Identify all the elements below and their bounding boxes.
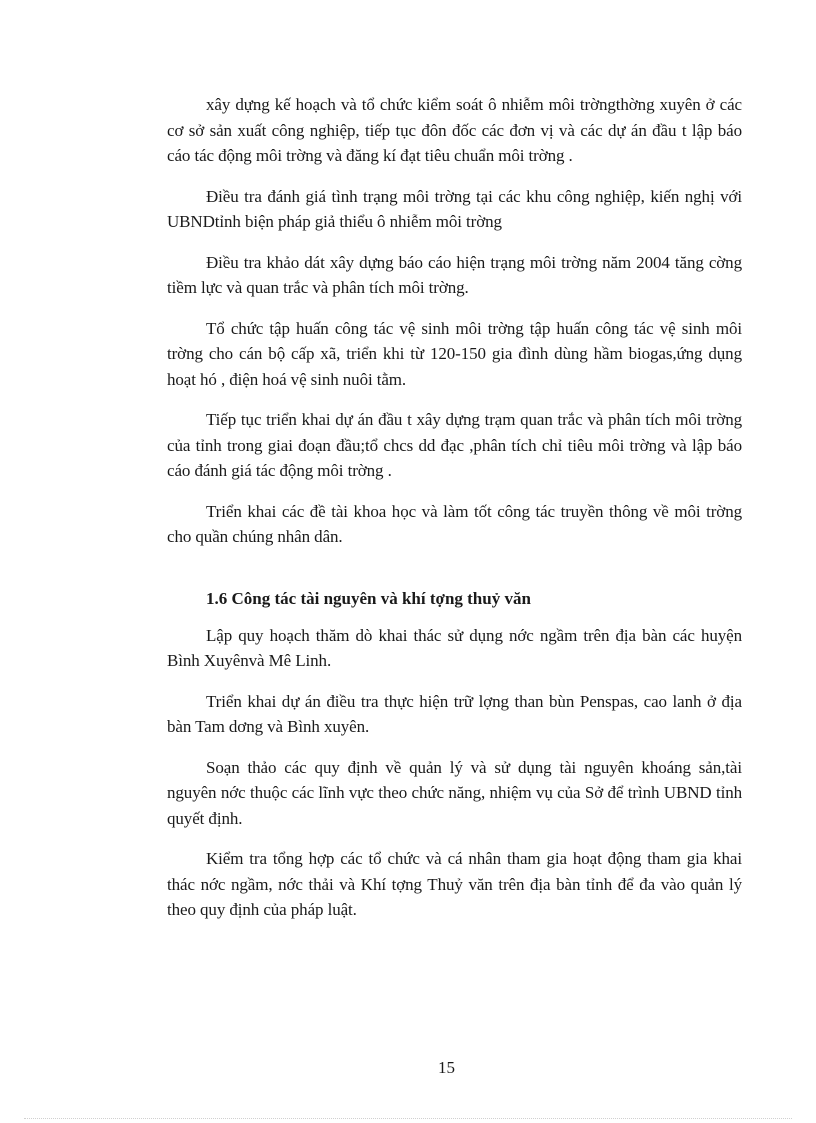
paragraph-training: Tổ chức tập huấn công tác vệ sinh môi trờng tập huấn công tác vệ sinh môi trờng cho cán bộ cấp xã, triển khi từ 120-150 gia đình dùng hầm biogas,ứng dụng hoạt hó , điện hoá vệ sinh nuôi tằm. bbox=[167, 318, 742, 389]
section-heading: 1.6 Công tác tài nguyên và khí tợng thuỷ văn bbox=[206, 588, 531, 608]
page-number: 15 bbox=[438, 1058, 455, 1077]
paragraph-inspection: Kiểm tra tổng hợp các tổ chức và cá nhân tham gia hoạt động tham gia khai thác nớc ngầm, nớc thải và Khí tợng Thuỷ văn trên địa bàn tỉnh để đa vào quản lý theo quy định của pháp luật. bbox=[167, 849, 742, 919]
paragraph-monitoring-station: Tiếp tục triển khai dự án đầu t xây dựng trạm quan trắc và phân tích môi trờng của tỉnh trong giai đoạn đầu;tổ chcs dd đạc ,phân tích chỉ tiêu môi trờng và lập báo cáo đánh giá tác động môi trờng . bbox=[167, 410, 742, 480]
paragraph-environment-survey: Điều tra đánh giá tình trạng môi trờng tại các khu công nghiệp, kiến nghị với UBNDtỉnh biện pháp giả thiểu ô nhiễm môi trờng bbox=[167, 186, 742, 231]
paragraph-science-communication: Triển khai các đề tài khoa học và làm tốt công tác truyền thông về môi trờng cho quần chúng nhân dân. bbox=[167, 501, 742, 546]
paragraph-status-report: Điều tra khảo dát xây dựng báo cáo hiện trạng môi trờng năm 2004 tăng cờng tiềm lực và quan trắc và phân tích môi trờng. bbox=[167, 252, 742, 297]
document-body bbox=[167, 92, 742, 938]
footer-divider bbox=[24, 1118, 792, 1119]
paragraph-environment-control: xây dựng kế hoạch và tổ chức kiểm soát ô nhiễm môi trờngthờng xuyên ở các cơ sở sản xuất công nghiệp, tiếp tục đôn đốc các đơn vị và các dự án đầu t lập báo cáo tác động môi trờng và đăng kí đạt tiêu chuẩn môi trờng . bbox=[167, 95, 742, 165]
paragraph-regulations: Soạn thảo các quy định về quản lý và sử dụng tài nguyên khoáng sản,tài nguyên nớc thuộc các lĩnh vực theo chức năng, nhiệm vụ của Sở để trình UBND tỉnh quyết định. bbox=[167, 757, 742, 828]
paragraph-peat-survey: Triển khai dự án điều tra thực hiện trữ lợng than bùn Penspas, cao lanh ở địa bàn Tam dơng và Bình xuyên. bbox=[167, 691, 742, 736]
paragraph-groundwater-planning: Lập quy hoạch thăm dò khai thác sử dụng nớc ngầm trên địa bàn các huyện Bình Xuyênvà Mê Linh. bbox=[167, 625, 742, 670]
